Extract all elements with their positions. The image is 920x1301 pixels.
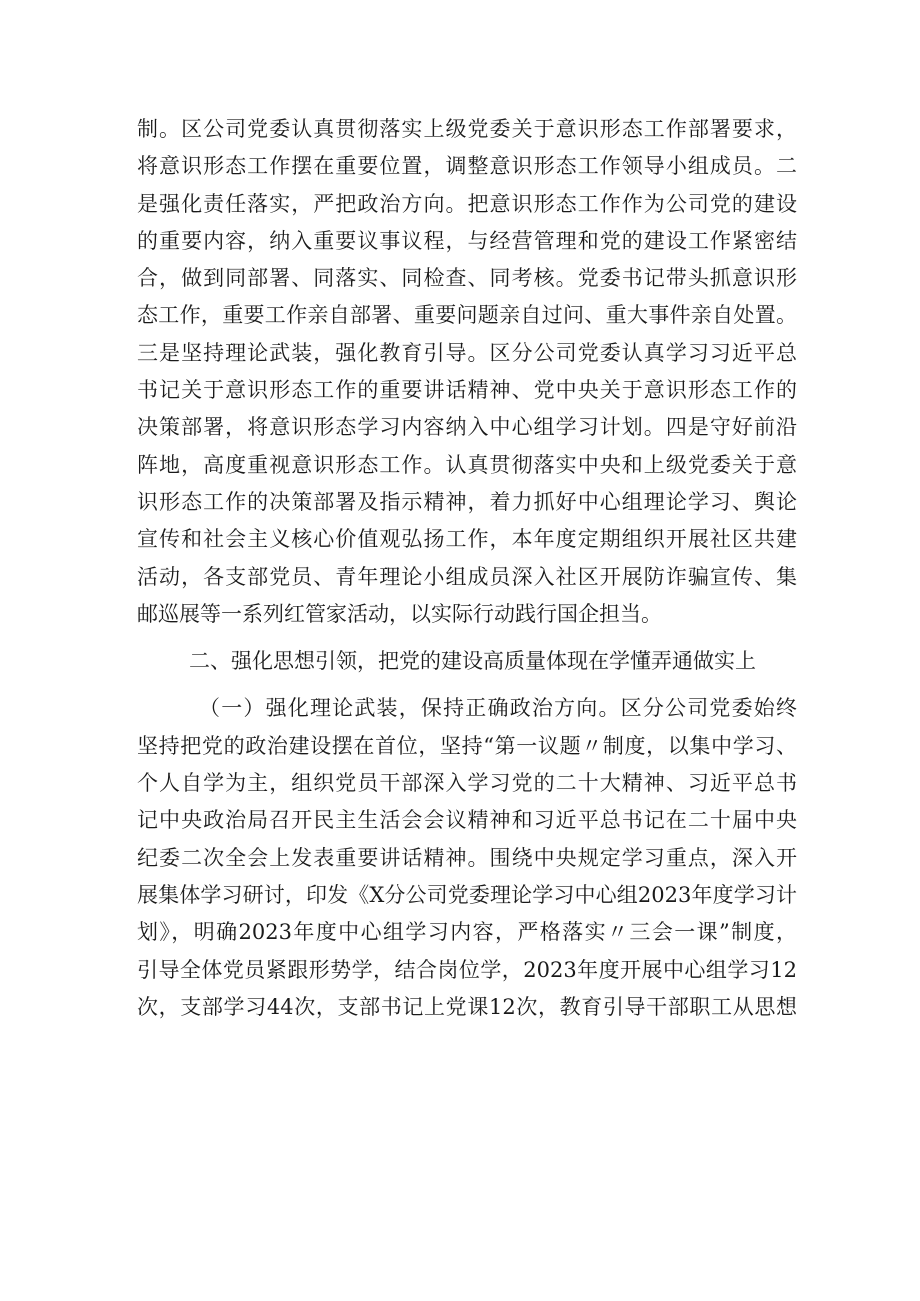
paragraph-line: 次，支部学习44次，支部书记上党课12次，教育引导干部职工从思想 bbox=[137, 994, 797, 1019]
section-heading: 二、强化思想引领，把党的建设高质量体现在学懂弄通做实上 bbox=[189, 649, 756, 674]
paragraph-line: 纪委二次全会上发表重要讲话精神。围绕中央规定学习重点，深入开 bbox=[137, 845, 797, 870]
paragraph-line: 活动，各支部党员、青年理论小组成员深入社区开展防诈骗宣传、集 bbox=[137, 564, 797, 589]
paragraph-line: 书记关于意识形态工作的重要讲话精神、党中央关于意识形态工作的 bbox=[137, 378, 797, 403]
paragraph-line: 是强化责任落实，严把政治方向。把意识形态工作作为公司党的建设 bbox=[137, 191, 797, 216]
paragraph-line: 划》，明确2023年度中心组学习内容，严格落实〃三会一课”制度， bbox=[137, 920, 797, 945]
paragraph-line: 决策部署，将意识形态学习内容纳入中心组学习计划。四是守好前沿 bbox=[137, 415, 797, 440]
paragraph-line: 制。区公司党委认真贯彻落实上级党委关于意识形态工作部署要求， bbox=[137, 117, 797, 141]
paragraph-line: 坚持把党的政治建设摆在首位，坚持“第一议题〃制度，以集中学习、 bbox=[137, 733, 797, 758]
paragraph-line: 识形态工作的决策部署及指示精神，着力抓好中心组理论学习、舆论 bbox=[137, 489, 797, 514]
paragraph-1 bbox=[137, 111, 797, 633]
paragraph-line: 阵地，高度重视意识形态工作。认真贯彻落实中央和上级党委关于意 bbox=[137, 452, 797, 477]
paragraph-2 bbox=[137, 690, 797, 1026]
document-body bbox=[137, 111, 797, 1026]
paragraph-line: 合，做到同部署、同落实、同检查、同考核。党委书记带头抓意识形 bbox=[137, 266, 797, 291]
paragraph-line: 记中央政治局召开民主生活会会议精神和习近平总书记在二十届中央 bbox=[137, 808, 797, 833]
paragraph-line: （一）强化理论武装，保持正确政治方向。区分公司党委始终 bbox=[199, 696, 797, 721]
paragraph-line: 态工作，重要工作亲自部署、重要问题亲自过问、重大事件亲自处置。 bbox=[137, 303, 797, 328]
paragraph-line: 将意识形态工作摆在重要位置，调整意识形态工作领导小组成员。二 bbox=[137, 154, 797, 179]
paragraph-line: 的重要内容，纳入重要议事议程，与经营管理和党的建设工作紧密结 bbox=[137, 228, 797, 253]
paragraph-line: 展集体学习研讨，印发《X分公司党委理论学习中心组2023年度学习计 bbox=[137, 882, 797, 907]
paragraph-line: 引导全体党员紧跟形势学，结合岗位学，2023年度开展中心组学习12 bbox=[137, 957, 797, 982]
paragraph-line: 个人自学为主，组织党员干部深入学习党的二十大精神、习近平总书 bbox=[137, 771, 797, 796]
paragraph-line: 宣传和社会主义核心价值观弘扬工作，本年度定期组织开展社区共建 bbox=[137, 527, 797, 552]
paragraph-line: 三是坚持理论武装，强化教育引导。区分公司党委认真学习习近平总 bbox=[137, 340, 797, 365]
paragraph-line: 邮巡展等一系列红管家活动，以实际行动践行国企担当。 bbox=[137, 601, 662, 626]
